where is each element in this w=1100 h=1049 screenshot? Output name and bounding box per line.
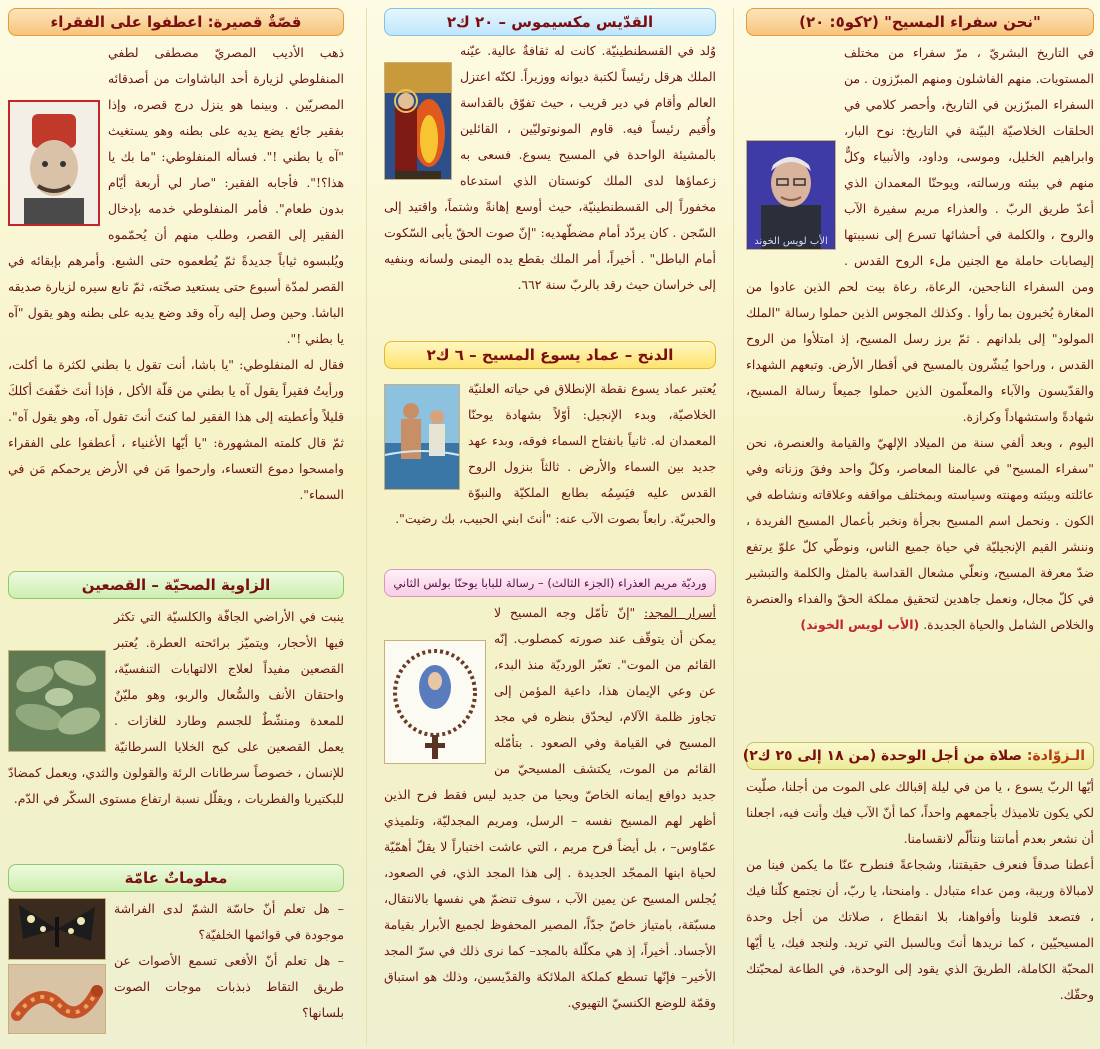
section-prayer [746, 774, 1094, 1008]
text-ambassadors-1: في التاريخ البشريّ ، مرّ سفراء من مختلف المستويات. منهم الفاشلون ومنهم المبرّزون . من السفراء المبرّزين في التاريخ، وأحصر كلامي في الحلقات الخلاصيّة البيّنة في التاريخ: نوح البار، وابراهيم الخليل، وموسى، وداود، والأنبياء وكلٌّ منهم في بيئته ورسالته، ويوحنّا المعمدان الذي أعدّ طريق الربّ . والعذراء مريم سفيرة الآب والروح ، والكلمة في أحشائها تسرع إلى نسيبتها إليصابات حاملة مع الجنين ملء الروح القدس . ومن السفراء الناجحين، الرعاة، رعاة بيت لحم الذين عادوا من المغارة يُخبرون بما رأوا . وكذلك المجوس الذين حملوا رسالة "الملك المولود" إلى بلدانهم . ثمّ برز رسل المسيح، إذ امتلأوا من الروح القدس ، وراحوا يُبشّرون بالمسيح في أقطار الأرض. وتبعهم الشهداء والقدّيسون والآباء والمعلّمون الذين حملوا جميعاً رسالة المسيح، شهادةً واستشهاداً وكرازة. [746, 45, 1094, 424]
info-images [8, 898, 106, 1034]
text-story-1: ذهب الأديب المصريّ مصطفى لطفي المنفلوطي لزيارة أحد الباشاوات من أصدقائه المصريّين . وبينما هو ينزل درج قصره، وإذا بفقير جائع يضع يديه على بطنه وهو يستغيث "آه يا بطني !". فسأله المنفلوطي: "ما بك يا هذا؟!". فأجابه الفقير: "صار لي أربعة أيّام بدون طعام". فأمر المنفلوطي خدمه بإدخال الفقير إلى القصر، وطلب منهم أن يُحمّموه ويُلبسوه ثياباً جديدةً ثمّ يُطعموه حتى الشبع. وأمرهم بإبقائه في القصر لمدّة أسبوع حتى يستعيد صحّته، ثمّ تابع سيره لزيارة صديقه الباشا. وحين وصل إليه رآه وقد وضع يديه على بطنه وهو يقول "آه يا بطني !". [8, 45, 344, 346]
section-ambassadors [746, 40, 1094, 638]
text-info-snake: – هل تعلم أنّ الأفعى تسمع الأصوات عن طريق التقاط ذبذبات موجات الصوت بلسانها؟ [114, 953, 344, 1020]
column-middle [384, 8, 716, 1045]
column-right [742, 8, 1094, 1045]
header-epiphany: الدنح – عماد يسوع المسيح – ٦ ك٢ [384, 341, 716, 369]
text-epiphany: يُعتبر عماد يسوع نقطة الإنطلاق في حياته العلنيّة الخلاصيّة، وبدء الإنجيل: أوّلاً بشهادة يوحنّا المعمدان له. ثانياً بانفتاح السماء فوقه، وبدء عهد جديد بين السماء والأرض . ثالثاً بنزول الروح القدس عليه فيَسِمُه بطابع الملكيّة والنبوّة والحبريّة. رابعاً بصوت الآب عنه: "أنتَ ابني الحبيب، بك رضيت". [395, 381, 716, 526]
photo-caption: الأب لويس الخوند [754, 236, 828, 247]
text-prayer-2: أعطنا صدقاً فنعرف حقيقتنا، وشجاعةً فنطرح عنّا ما يكمن فينا من لامبالاة وريبة، ومن عداء متبادل . وامنحنا، يا ربّ، أن نجتمع كلّنا فيك ، فتصعد قلوبنا وأفواهنا، بلا انقطاع ، صلاتك من أجل وحدة المسيحيّين ، كما نريدها أنتَ وبالسبل التي تريد. ولنجد فيك، يا أيّها المحبّة الكاملة، الطريقَ الذي يقود إلى الوحدة، في الطاعة لمحبّتك وحقّك. [746, 857, 1094, 1002]
photo-father-louis [746, 140, 836, 250]
header-ambassadors: "نحن سفراء المسيح" (٢كو٥: ٢٠) [746, 8, 1094, 36]
portrait-manfaluti [8, 100, 100, 226]
section-general-info [8, 896, 344, 1034]
text-ambassadors-2 [746, 430, 1094, 638]
section-short-story [8, 40, 344, 508]
text-rosary-lead: أسرار المجد: [644, 605, 716, 620]
header-zawada [742, 742, 1094, 770]
text-ambassadors-2-body: اليوم ، وبعد ألفي سنة من الميلاد الإلهيّ والقيامة والعنصرة، نحن "سفراء المسيح" في عالمنا المعاصر، وكلّ واحد وفقَ وزناته وفي عائلته وبيئته ومهنته وسياسته وبمختلف مواقفه وعلاقاته ونشاطه في الكون . ونحمل اسم المسيح بجرأة ونخبر بأعمال المسيح الفريدة ، وننشر القيم الإنجيليّة في حياة جميع الناس، ونوطّي كلّ علوّ يرتفع ضدّ معرفة المسيح، ونعلّي مشعال القداسة بالمثل والكلمة والتبشير في كلّ مجال، ونعمل جاهدين لتحقيق مملكة الحقّ والفداء والعنصرة والخلاص الشامل والحياة الجديدة. [746, 435, 1094, 632]
header-zawada-lead: الـزوّادة: [1026, 748, 1085, 764]
section-health [8, 604, 344, 812]
header-health: الزاوية الصحيّة – القصعين [8, 571, 344, 599]
icon-rosary [384, 640, 486, 764]
header-rosary: ورديّة مريم العذراء (الجزء الثالث) – رسالة للبابا يوحنّا بولس الثاني [384, 569, 716, 597]
header-short-story: قصّةٌ قصيرة: اعطفوا على الفقراء [8, 8, 344, 36]
text-prayer-1: أيّها الربّ يسوع ، يا من في ليلة إقبالك على الموت من أجلنا، صلّيت لكي يكون تلاميذك بأجمعهم واحداً، كما أنّ الآب فيك وأنت فيه، اجعلنا أن نشعر بعدم أمانتنا ونتألّم لانقسامنا. [746, 779, 1094, 846]
section-rosary [384, 600, 716, 1016]
text-health: ينبت في الأراضي الجافّة والكلسيّة التي تكثر فيها الأحجار، ويتميّز برائحته العطرة. يُعتبر القصعين مفيداً لعلاج الالتهابات التنفسيّة، واحتقان الأنف والسُّعال والربو، وهو مليّنٌ للمعدة ومنشّطٌ للجسم وطارد للغازات . يعمل القصعين على كبح الخلايا السرطانيّة للإنسان ، خصوصاً سرطانات الرئة والقولون والثدي، ويعمل كمضادّ للبكتيريا والفطريات ، ويقلّل نسبة ارتفاع مستوى السكّر في الدّم. [8, 609, 344, 806]
section-maximus [384, 38, 716, 298]
header-maximus: القدّيس مكسيموس – ٢٠ ك٢ [384, 8, 716, 36]
text-maximus: وُلد في القسطنطينيّة. كانت له ثقافةٌ عالية. عيّنه الملك هرقل رئيساً لكتبة ديوانه ووزيراً. لكنّه اعتزل العالم وأقام في دير قريب ، حيث تفوّق بالقداسة وأُقيم رئيساً فيه. قاوم المونوتوليّين ، القائلين بالمشيئة الواحدة في المسيح يسوع. فسعى به زعماؤها لدى الملك كونستان الذي استدعاه مخفوراً إلى القسطنطينيّة، حيث أوسع إهانةً وشتماً، واقتيد إلى السّجن . كان يردّد أمام مضطّهديه: "إنّ صوت الحقّ يأبى السّكوت أمام الباطل" . أخيراً، أمر الملك بقطع يده اليمنى ولسانه وبنفيه إلى خراسان حيث رقد بالربّ سنة ٦٦٢. [384, 43, 716, 292]
photo-snake [8, 964, 106, 1034]
photo-butterfly [8, 898, 106, 960]
header-zawada-title: صلاة من أجل الوحدة (من ١٨ إلى ٢٥ ك٢) [742, 748, 1027, 764]
photo-sage [8, 650, 106, 752]
section-epiphany [384, 376, 716, 532]
icon-baptism [384, 384, 460, 490]
text-rosary-body: "إنّ تأمّل وجه المسيح لا يمكن أن يتوقّف عند صورته كمصلوب. إنّه القائم من الموت". تعبّر الورديّة منذ البدء، عن وعي الإيمان هذا، داعية المؤمن إلى تجاوز ظلمة الآلام، ليحدّق بنظره في مجد المسيح في القيامة وفي الصعود . بتأمّله القائم من الموت، يكتشف المسيحيّ من جديد دوافع إيمانه الخاصّ ويحيا من جديد ليس فقط فرح الذين أظهر لهم المسيح نفسه – الرسل، ومريم المجدليّة، وتلميذي عمّاوس– ، بل أيضاً فرح مريم ، التي عاشت اختباراً لا يقلّ أهمّيّة لحياة ابنها الممجّد الجديدة . إلى هذا المجد الذي، في الصعود، يُجلس المسيح عن يمين الآب ، سوف تنضمّ هي نفسها بالانتقال، مسبّقة، بامتياز خاصّ جدّاً، المصير المحفوظ لجميع الأبرار بقيامة الأجساد. أخيراً، إذ هي مكلّلة بالمجد– كما نرى ذلك في سرّ المجد الأخير– فإنّها تسطع كملكة الملائكة والقدّيسين، وذلك هو استباق وقمّة للوضع الكنسيّ التهيوي. [384, 605, 717, 1010]
text-story-2: فقال له المنفلوطي: "يا باشا، أنت تقول يا بطني لكثرة ما أكلت، ورأيتُ فقيراً يقول آه يا بطني من قلّة الأكل ، فإذا أنتَ خفّفتَ أكلكَ قليلاً وأعطيته إلى هذا الفقير لما كنتَ أنتَ تقول آه، وهو يقول آه". ثمّ قال كلمته المشهورة: "يا أيّها الأغنياء ، أعطفوا على الفقراء وامسحوا دموع التعساء، وارحموا مَن في الأرض يرحمكم مَن في السماء". [8, 357, 344, 502]
icon-saint-maximus [384, 62, 452, 180]
column-left [8, 8, 344, 1045]
signature: (الأب لويس الخوند) [800, 617, 920, 632]
header-general-info: معلوماتٌ عامّة [8, 864, 344, 892]
text-info-butterfly: – هل تعلم أنّ حاسّة الشمّ لدى الفراشة موجودة في قوائمها الخلفيّة؟ [114, 901, 344, 942]
